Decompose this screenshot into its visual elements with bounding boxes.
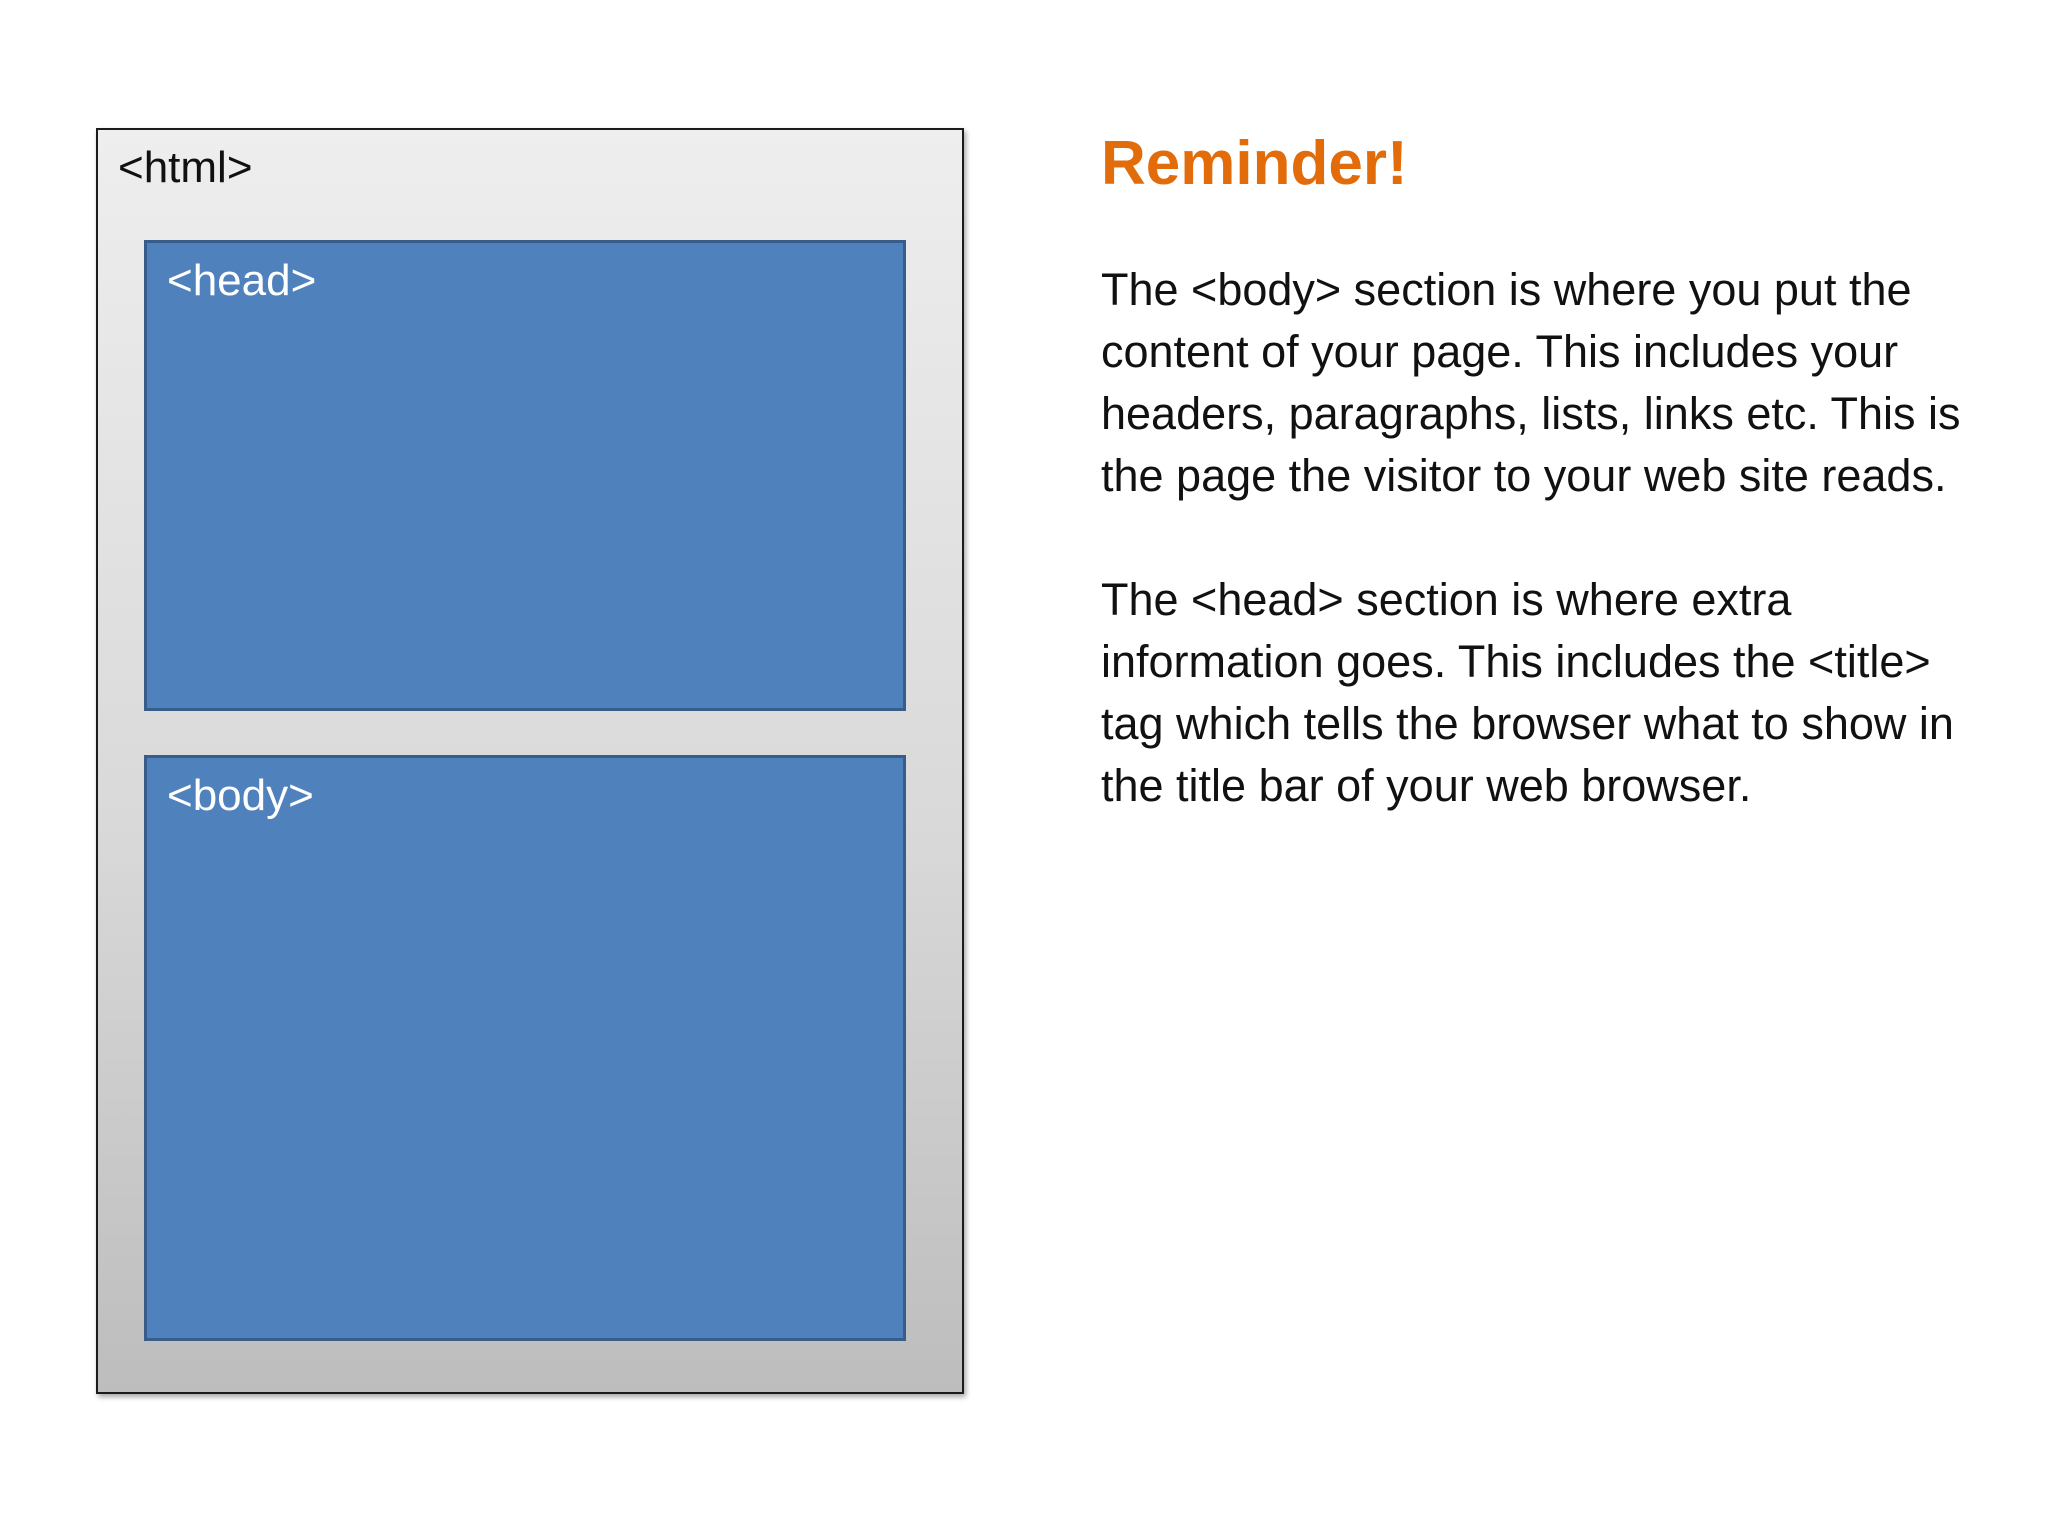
head-section-paragraph: The <head> section is where extra information goes. This includes the <title> tag which tells the browser what to show in the title bar of your web browser. [1101,574,1954,812]
html-element-box [96,128,964,1394]
html-tag-label: <html> [118,143,253,192]
body-element-box [144,755,906,1341]
head-tag-label: <head> [167,256,317,305]
body-section-paragraph: The <body> section is where you put the content of your page. This includes your headers, paragraphs, lists, links etc. This is the page the visitor to your web site reads. [1101,264,1961,502]
head-element-box [144,240,906,711]
reminder-heading: Reminder! [1101,129,1408,198]
reminder-panel [1101,128,1981,817]
body-tag-label: <body> [167,771,314,820]
